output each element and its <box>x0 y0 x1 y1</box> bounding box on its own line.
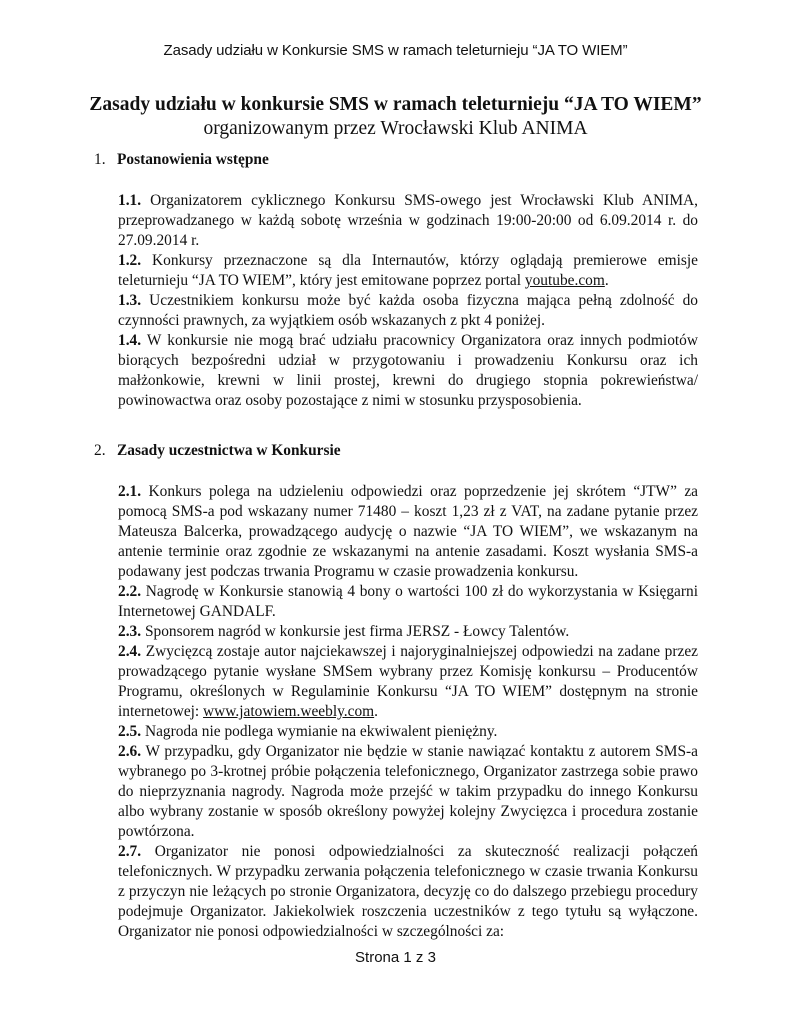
section-number: 2. <box>94 442 106 459</box>
paragraph-1-2 <box>118 251 698 291</box>
section-title: Postanowienia wstępne <box>117 151 269 168</box>
paragraph-text-end: . <box>604 272 609 289</box>
title-block <box>60 93 731 141</box>
paragraph-2-6 <box>118 742 698 842</box>
paragraph-number: 2.1. <box>118 483 142 500</box>
paragraph-text: Organizator nie ponosi odpowiedzialności za skuteczność realizacji połączeń telefonicznych. W przypadku zerwania połączenia telefonicznego w czasie trwania Konkursu z przyczyn nie leżących po stronie Organizatora, decyzję co do dalszego przebiegu procedury podejmuje Organizator. Jakiekolwiek roszczenia uczestników z tego tytułu są wyłączone. Organizator nie ponosi odpowiedzialności w szczególności za: <box>118 843 698 940</box>
paragraph-text-end: . <box>374 703 379 720</box>
paragraph-number: 2.7. <box>118 843 142 860</box>
paragraph-number: 2.5. <box>118 723 142 740</box>
paragraph-2-5 <box>118 722 698 742</box>
section-heading <box>60 441 700 461</box>
paragraph-text: Konkursy przeznaczone są dla Internautów, którzy oglądają premierowe emisje teleturnieju “JA TO WIEM”, który jest emitowane poprzez portal <box>118 252 698 289</box>
paragraph-number: 2.6. <box>118 743 142 760</box>
section-items <box>118 482 698 942</box>
paragraph-text: Nagroda nie podlega wymianie na ekwiwalent pieniężny. <box>144 723 498 740</box>
section-items <box>118 191 698 411</box>
page-footer: Strona 1 z 3 <box>355 949 436 966</box>
document-subtitle: organizowanym przez Wrocławski Klub ANIMA <box>203 118 588 139</box>
website-link[interactable]: www.jatowiem.weebly.com <box>203 703 375 720</box>
paragraph-number: 1.1. <box>118 192 142 209</box>
paragraph-1-3 <box>118 291 698 331</box>
paragraph-number: 2.4. <box>118 643 142 660</box>
paragraph-number: 1.2. <box>118 252 142 269</box>
paragraph-2-1 <box>118 482 698 582</box>
paragraph-2-4 <box>118 642 698 722</box>
paragraph-1-4 <box>118 331 698 411</box>
paragraph-2-7 <box>118 842 698 942</box>
youtube-link[interactable]: youtube.com <box>524 272 605 289</box>
section-title: Zasady uczestnictwa w Konkursie <box>117 442 341 459</box>
paragraph-text: Organizatorem cyklicznego Konkursu SMS-owego jest Wrocławski Klub ANIMA, przeprowadzanego w każdą sobotę września w godzinach 19:00-20:00 od 6.09.2014 r. do 27.09.2014 r. <box>118 192 698 249</box>
paragraph-text: Uczestnikiem konkursu może być każda osoba fizyczna mająca pełną zdolność do czynności prawnych, za wyjątkiem osób wskazanych z pkt 4 poniżej. <box>118 292 698 329</box>
paragraph-text: Nagrodę w Konkursie stanowią 4 bony o wartości 100 zł do wykorzystania w Księgarni Internetowej GANDALF. <box>118 583 698 620</box>
document-title: Zasady udziału w konkursie SMS w ramach teleturnieju “JA TO WIEM” <box>89 94 702 115</box>
paragraph-2-3 <box>118 622 698 642</box>
paragraph-text: Zwycięzcą zostaje autor najciekawszej i najoryginalniejszej odpowiedzi na zadane przez prowadzącego pytanie wysłane SMSem wybrany przez Komisję konkursu – Producentów Programu, określonych w Regulaminie Konkursu “JA TO WIEM” dostępnym na stronie internetowej: <box>118 643 698 720</box>
paragraph-number: 2.2. <box>118 583 142 600</box>
section-number: 1. <box>94 151 106 168</box>
paragraph-text: W przypadku, gdy Organizator nie będzie w stanie nawiązać kontaktu z autorem SMS-a wybranego po 3-krotnej próbie połączenia telefonicznego, Organizator zastrzega sobie prawo do nieprzyznania nagrody. Nagroda może przejść w takim przypadku do innego Konkursu albo wybrany zostanie w sposób określony powyżej kolejny Zwycięzca i procedura zostanie powtórzona. <box>118 743 699 840</box>
paragraph-number: 2.3. <box>118 623 142 640</box>
paragraph-text: Sponsorem nagród w konkursie jest firma JERSZ - Łowcy Talentów. <box>144 623 570 640</box>
paragraph-text: W konkursie nie mogą brać udziału pracownicy Organizatora oraz innych podmiotów biorących bezpośredni udział w przygotowaniu i prowadzeniu Konkursu oraz ich małżonkowie, krewni w linii prostej, krewni do drugiego stopnia pokrewieństwa/ powinowactwa oraz osoby pozostające z nimi w stosunku przysposobienia. <box>118 332 698 409</box>
paragraph-number: 1.4. <box>118 332 142 349</box>
paragraph-1-1 <box>118 191 698 251</box>
section-heading <box>60 150 700 170</box>
running-header: Zasady udziału w Konkursie SMS w ramach teleturnieju “JA TO WIEM” <box>163 42 628 59</box>
document-body <box>60 150 700 942</box>
paragraph-text: Konkurs polega na udzieleniu odpowiedzi oraz poprzedzenie jej skrótem “JTW” za pomocą SMS-a pod wskazany numer 71480 – koszt 1,23 zł z VAT, na zadane pytanie przez Mateusza Balcerka, prowadzącego audycję o nazwie “JA TO WIEM”, we wskazanym na antenie terminie oraz zgodnie ze wskazanymi na antenie zasadami. Koszt wysłania SMS-a podawany jest podczas trwania Programu w czasie prowadzenia konkursu. <box>118 483 698 580</box>
section-2 <box>60 441 700 942</box>
paragraph-2-2 <box>118 582 698 622</box>
paragraph-number: 1.3. <box>118 292 142 309</box>
section-1 <box>60 150 700 411</box>
